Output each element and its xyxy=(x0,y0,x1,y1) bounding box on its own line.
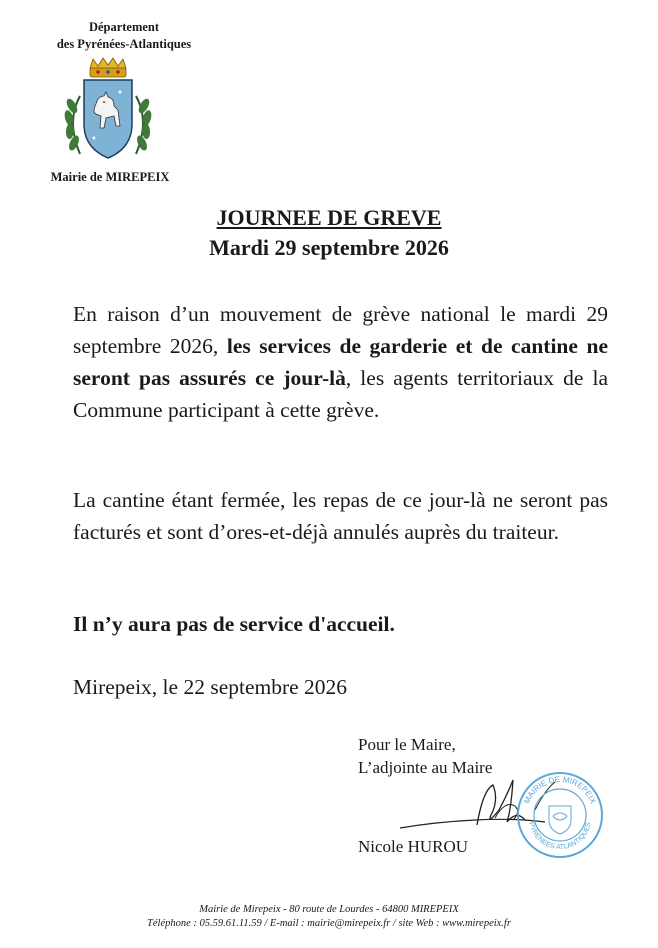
paragraph-cantine: La cantine étant fermée, les repas de ce jour-là ne seront pas facturés et sont d’ores-et-déjà annulés auprès du traiteur. xyxy=(73,488,608,544)
shield-icon xyxy=(84,80,132,158)
paragraph1-part2: , les agents territoriaux de la Commune participant à cette grève. xyxy=(73,366,608,422)
paragraph1-part1: En raison d’un mouvement de grève national le mardi 29 septembre 2026, xyxy=(73,302,608,358)
paragraph-strike-notice xyxy=(73,298,608,426)
signatory-name: Nicole HUROU xyxy=(358,837,469,856)
signature-line1: Pour le Maire, xyxy=(358,735,456,754)
department-line1: Département xyxy=(88,20,160,34)
department-line2: des Pyrénées-Atlantiques xyxy=(56,37,192,51)
signature-line2: L’adjointe au Maire xyxy=(358,758,493,777)
footer-address: Mairie de Mirepeix - 80 route de Lourdes - 64800 MIREPEIX xyxy=(199,904,459,915)
mairie-name: Mairie de MIREPEIX xyxy=(50,170,170,184)
stamp-text-bottom: PYRENEES ATLANTIQUES xyxy=(527,821,593,852)
date-line: Mirepeix, le 22 septembre 2026 xyxy=(73,675,348,699)
document-title: JOURNEE DE GREVE xyxy=(216,205,442,230)
stamp-text-top: MAIRIE DE MIREPEIX xyxy=(522,774,598,805)
official-stamp xyxy=(515,770,605,860)
paragraph-accueil: Il n’y aura pas de service d'accueil. xyxy=(73,612,395,636)
document-date-title: Mardi 29 septembre 2026 xyxy=(209,235,449,260)
footer-contact: Téléphone : 05.59.61.11.59 / E-mail : mairie@mirepeix.fr / site Web : www.mirepeix.fr xyxy=(147,918,511,929)
paragraph1-bold: les services de garderie et de cantine ne seront pas assurés ce jour-là xyxy=(73,334,608,390)
stamp-emblem-icon xyxy=(549,806,571,834)
crown-icon xyxy=(90,58,126,77)
coat-of-arms-logo xyxy=(58,56,158,166)
